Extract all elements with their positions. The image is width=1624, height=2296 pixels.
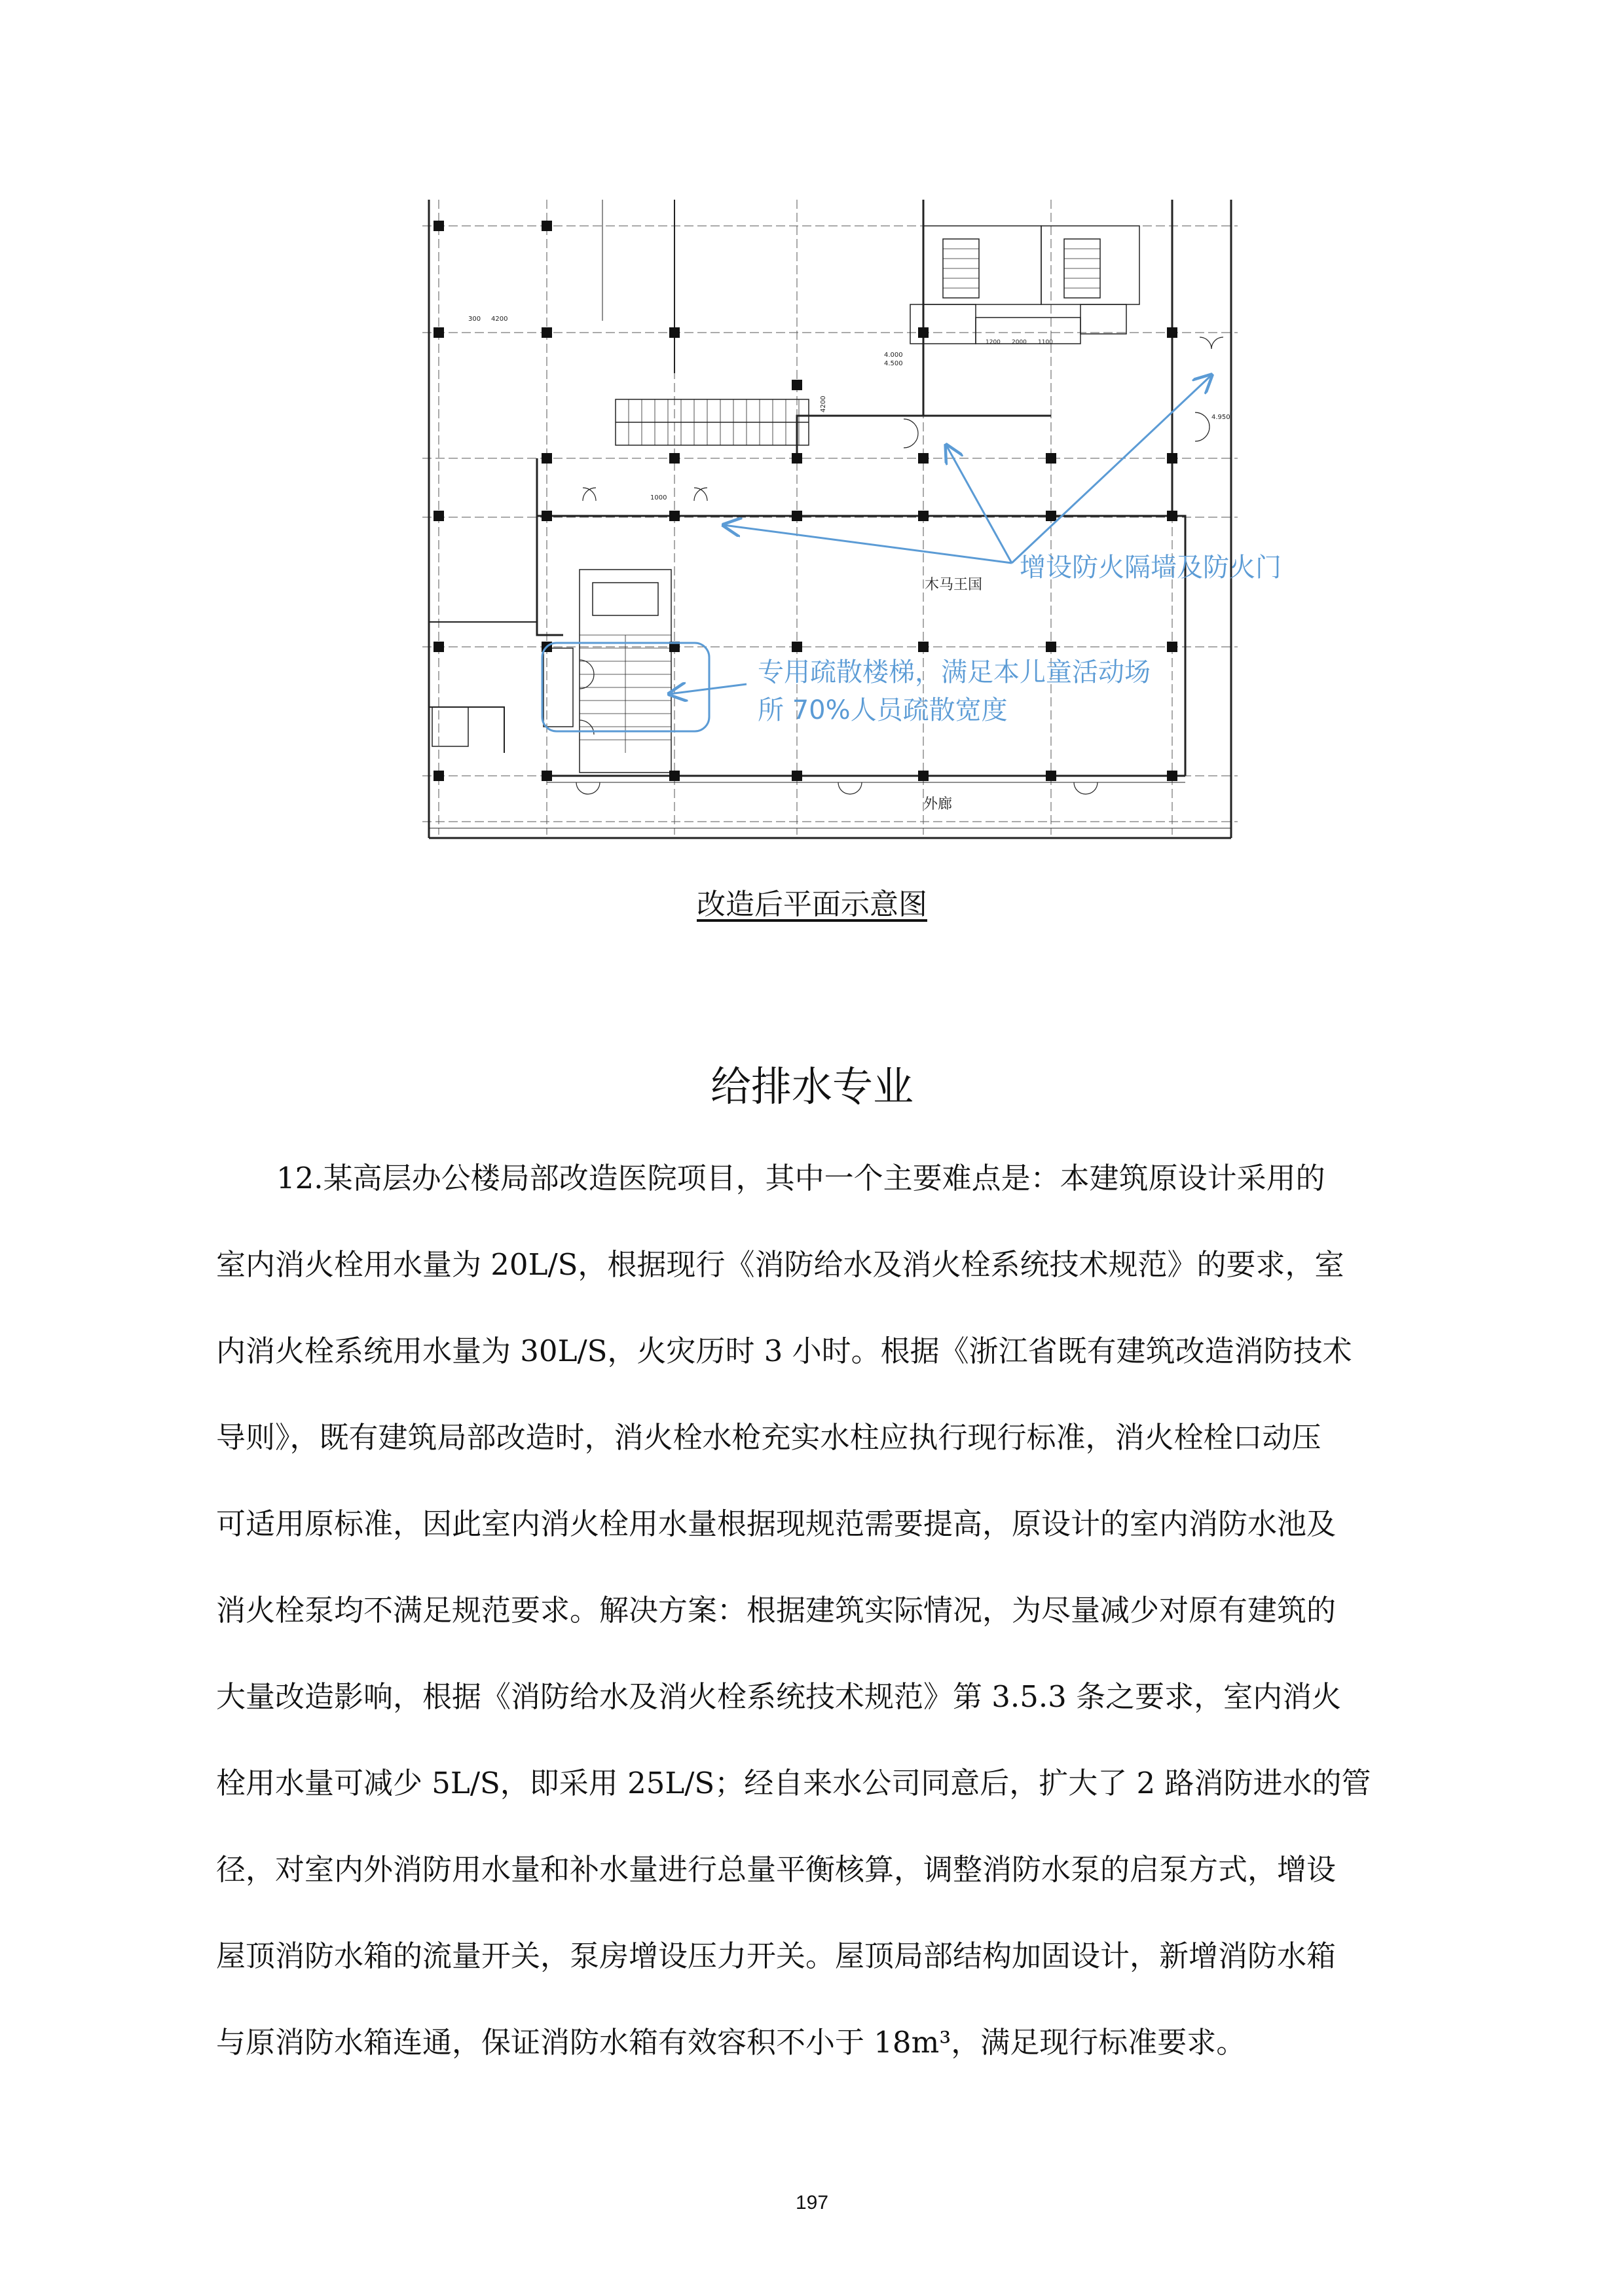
annotation-stair-line2: 所 70%人员疏散宽度 [758,695,1008,725]
paragraph-line: 12.某高层办公楼局部改造医院项目，其中一个主要难点是：本建筑原设计采用的 [276,1161,1325,1195]
room-label-corridor: 外廊 [923,796,953,812]
level-label: 4.950 [1211,414,1230,421]
paragraph-line: 径，对室内外消防用水量和补水量进行总量平衡核算，调整消防水泵的启泵方式，增设 [216,1852,1337,1887]
escalators [616,399,809,445]
dim-label: 1200 [986,339,1001,346]
paragraph-line: 消火栓泵均不满足规范要求。解决方案：根据建筑实际情况，为尽量减少对原有建筑的 [216,1593,1337,1628]
paragraph-line: 大量改造影响，根据《消防给水及消火栓系统技术规范》第 3.5.3 条之要求，室内消火 [216,1679,1342,1714]
body-paragraph [216,1159,1447,2109]
level-label: 4.000 [884,352,903,359]
paragraph-line: 与原消防水箱连通，保证消防水箱有效容积不小于 18m³，满足现行标准要求。 [216,2025,1246,2060]
dim-label: 4200 [491,316,508,323]
level-label: 4.500 [884,360,903,367]
paragraph-line: 内消火栓系统用水量为 30L/S，火灾历时 3 小时。根据《浙江省既有建筑改造消防技术 [216,1334,1352,1368]
dim-label: 1100 [1038,339,1053,346]
dim-label: 2000 [1012,339,1027,346]
paragraph-line: 屋顶消防水箱的流量开关，泵房增设压力开关。屋顶局部结构加固设计，新增消防水箱 [216,1939,1337,1973]
dim-label: 4200 [820,395,827,412]
dim-label: 300 [468,316,481,323]
section-title: 给排水专业 [710,1063,913,1110]
top-stair-cores [910,226,1139,344]
room-label-carousel: 木马王国 [925,577,983,593]
floor-plan-figure [406,190,1282,851]
paragraph-line: 导则》，既有建筑局部改造时，消火栓水枪充实水柱应执行现行标准，消火栓栓口动压 [216,1420,1321,1455]
dim-label: 1000 [650,494,667,501]
evacuation-stair [432,570,671,773]
paragraph-line: 室内消火栓用水量为 20L/S，根据现行《消防给水及消火栓系统技术规范》的要求，室 [216,1247,1344,1282]
paragraph-line: 栓用水量可减少 5L/S，即采用 25L/S；经自来水公司同意后，扩大了 2 路消防进水的管 [216,1766,1371,1800]
figure-caption: 改造后平面示意图 [697,888,927,921]
annotation-stair-line1: 专用疏散楼梯，满足本儿童活动场 [758,657,1151,687]
paragraph-line: 可适用原标准，因此室内消火栓用水量根据现规范需要提高，原设计的室内消防水池及 [216,1506,1337,1541]
page-number: 197 [795,2192,829,2214]
annotation-fire-wall: 增设防火隔墙及防火门 [1020,553,1282,583]
